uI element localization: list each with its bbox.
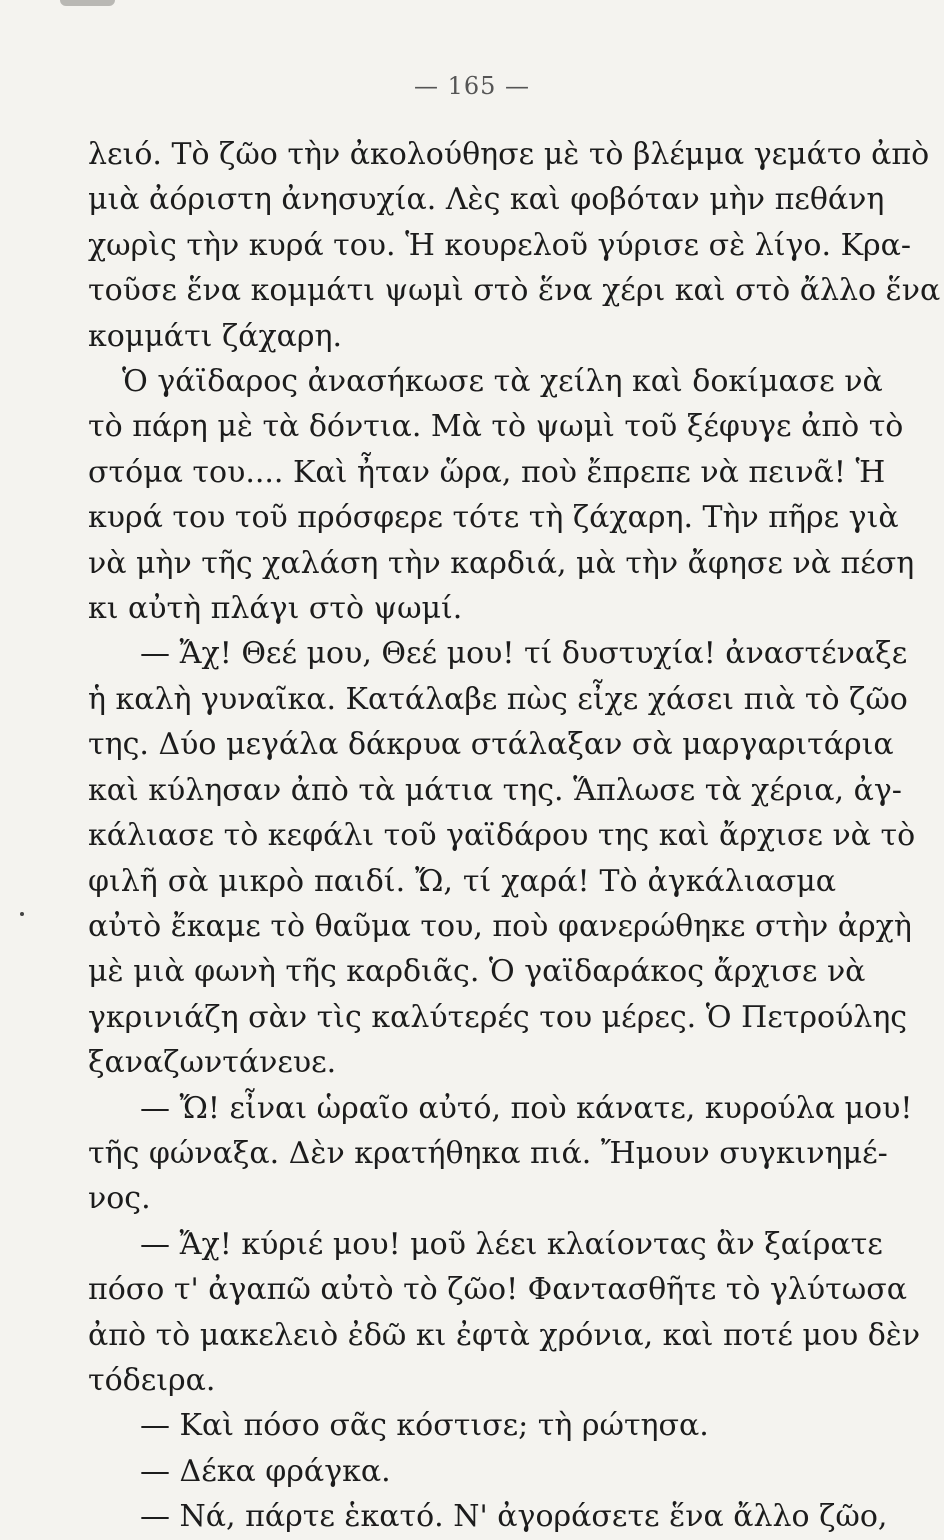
text-line: τόδειρα. [88, 1362, 216, 1398]
text-line: μὲ μιὰ φωνὴ τῆς καρδιᾶς. Ὁ γαϊδαράκος ἄρχισε νὰ [88, 954, 866, 990]
text-line: κι αὐτὴ πλάγι στὸ ψωμί. [88, 591, 463, 627]
text-line: πόσο τ' ἀγαπῶ αὐτὸ τὸ ζῶο! Φαντασθῆτε τὸ γλύτωσα [88, 1272, 907, 1308]
text-line: φιλῆ σὰ μικρὸ παιδί. Ὤ, τί χαρά! Τὸ ἀγκάλιασμα [88, 863, 836, 899]
text-line: κυρά του τοῦ πρόσφερε τότε τὴ ζάχαρη. Τὴν πῆρε γιὰ [88, 500, 899, 536]
text-line: καὶ κύλησαν ἀπὸ τὰ μάτια της. Ἅπλωσε τὰ χέρια, ἀγ- [88, 772, 902, 808]
text-line: Ὁ γάϊδαρος ἀνασήκωσε τὰ χείλη καὶ δοκίμασε νὰ [122, 364, 883, 400]
text-line: νος. [88, 1181, 151, 1217]
text-line: κάλιασε τὸ κεφάλι τοῦ γαϊδάρου της καὶ ἄρχισε νὰ τὸ [88, 818, 916, 854]
text-line: ἀπὸ τὸ μακελειὸ ἐδῶ κι ἐφτὰ χρόνια, καὶ ποτέ μου δὲν [88, 1317, 921, 1353]
text-line: τῆς φώναξα. Δὲν κρατήθηκα πιά. Ἤμουν συγκινημέ- [88, 1135, 888, 1171]
text-line: της. Δύο μεγάλα δάκρυα στάλαξαν σὰ μαργαριτάρια [88, 727, 894, 763]
page-number: — 165 — [413, 72, 531, 100]
text-line: — Δέκα φράγκα. [140, 1453, 391, 1489]
text-line: μιὰ ἀόριστη ἀνησυχία. Λὲς καὶ φοβόταν μὴν πεθάνη [88, 182, 885, 218]
text-line: κομμάτι ζάχαρη. [88, 318, 343, 354]
text-line: ξαναζωντάνευε. [88, 1045, 337, 1081]
text-line: νὰ μὴν τῆς χαλάση τὴν καρδιά, μὰ τὴν ἄφησε νὰ πέση [88, 545, 915, 581]
text-line: — Καὶ πόσο σᾶς κόστισε; τὴ ρώτησα. [140, 1408, 709, 1444]
text-line: γκρινιάζη σὰν τὶς καλύτερές του μέρες. Ὁ Πετρούλης [88, 999, 908, 1035]
text-line: χωρὶς τὴν κυρά του. Ἡ κουρελοῦ γύρισε σὲ λίγο. Κρα- [88, 227, 912, 263]
text-line: — Ἄχ! Θεέ μου, Θεέ μου! τί δυστυχία! ἀναστέναξε [140, 636, 908, 672]
text-line: — Ὤ! εἶναι ὡραῖο αὐτό, ποὺ κάνατε, κυρούλα μου! [140, 1090, 913, 1126]
page-corner-mark [60, 0, 115, 6]
body-text [88, 132, 941, 1540]
text-line: αὐτὸ ἔκαμε τὸ θαῦμα του, ποὺ φανερώθηκε στὴν ἀρχὴ [88, 908, 912, 944]
text-line: λειό. Τὸ ζῶο τὴν ἀκολούθησε μὲ τὸ βλέμμα γεμάτο ἀπὸ [88, 137, 930, 172]
text-line: — Νά, πάρτε ἑκατό. Ν' ἀγοράσετε ἕνα ἄλλο ζῶο, [140, 1499, 888, 1535]
text-line: — Ἄχ! κύριέ μου! μοῦ λέει κλαίοντας ἂν ξαίρατε [140, 1226, 883, 1262]
text-line: ἡ καλὴ γυναῖκα. Κατάλαβε πὼς εἶχε χάσει πιὰ τὸ ζῶο [88, 681, 908, 717]
text-line: στόμα του.... Καὶ ἦταν ὥρα, ποὺ ἔπρεπε νὰ πεινᾶ! Ἡ [88, 454, 886, 490]
text-line: τοῦσε ἕνα κομμάτι ψωμὶ στὸ ἕνα χέρι καὶ στὸ ἄλλο ἕνα [88, 273, 941, 309]
text-line: τὸ πάρη μὲ τὰ δόντια. Μὰ τὸ ψωμὶ τοῦ ξέφυγε ἀπὸ τὸ [88, 409, 904, 445]
ink-speck [20, 912, 24, 916]
